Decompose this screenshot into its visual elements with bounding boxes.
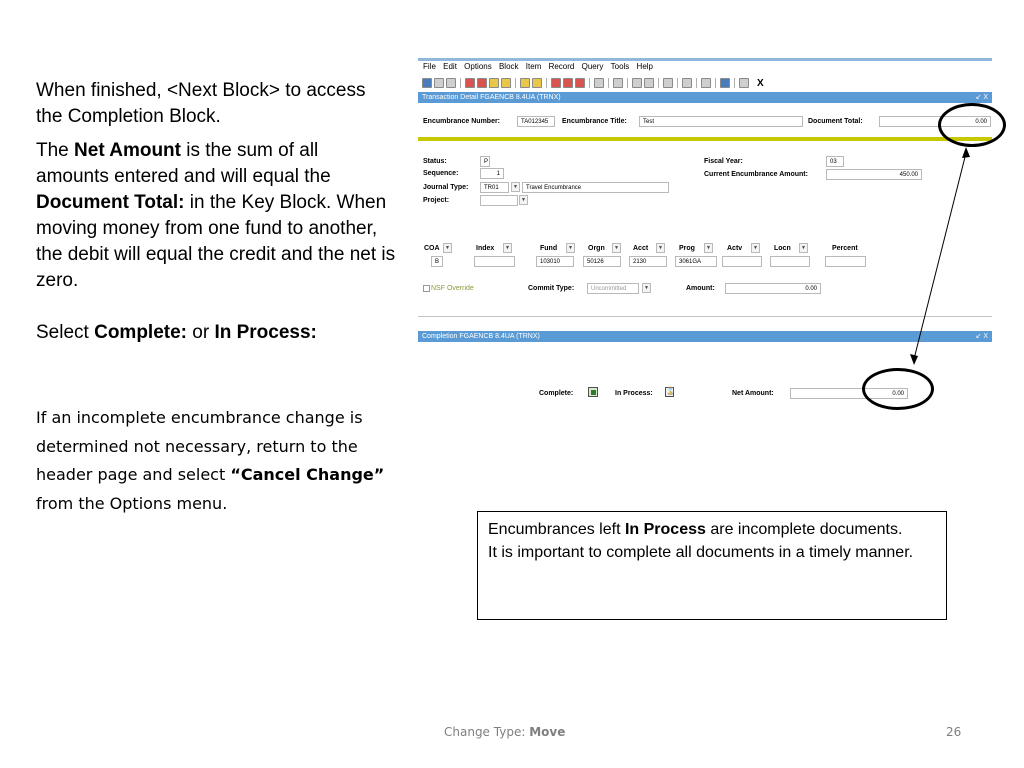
- menu-tools[interactable]: Tools: [610, 62, 630, 71]
- status-label: Status:: [423, 158, 447, 165]
- index-header: Index: [476, 245, 495, 252]
- toolbar-separator: [460, 78, 461, 88]
- encumbrance-number-label: Encumbrance Number:: [423, 118, 501, 125]
- prog-header: Prog: [679, 245, 695, 252]
- nsf-override-checkbox[interactable]: [423, 285, 430, 292]
- insert-record-icon[interactable]: [551, 78, 561, 88]
- text-segment: Select: [36, 322, 95, 343]
- window-title: Transaction Detail FGAENCB 8.4UA (TRNX): [422, 94, 561, 101]
- printer-icon[interactable]: [613, 78, 623, 88]
- project-dropdown-icon[interactable]: ▼: [519, 195, 528, 205]
- project-label: Project:: [423, 197, 450, 204]
- toolbar-separator: [608, 78, 609, 88]
- complete-icon[interactable]: [588, 387, 598, 397]
- document-total-highlight-circle: [938, 103, 1006, 147]
- journal-type-label: Journal Type:: [423, 184, 469, 191]
- coa-dropdown-icon[interactable]: ▼: [443, 243, 452, 253]
- text-segment: The: [36, 140, 75, 161]
- arrow-head-bottom: [910, 354, 918, 365]
- instruction-select: [36, 320, 396, 346]
- callout-line-1: [488, 518, 936, 541]
- coa-header: COA: [424, 245, 440, 252]
- key-block-separator: [418, 137, 992, 141]
- menu-file[interactable]: File: [423, 62, 436, 71]
- print-icon[interactable]: [446, 78, 456, 88]
- previous-record-icon[interactable]: [489, 78, 499, 88]
- orgn-field[interactable]: 50126: [583, 256, 621, 267]
- toolbar-separator: [677, 78, 678, 88]
- text-segment: If an incomplete encumbrance change is determined not necessary, return to the header page and select: [36, 408, 363, 484]
- hourglass-icon[interactable]: ⌛: [666, 388, 675, 395]
- amount-field[interactable]: 0.00: [725, 283, 821, 294]
- toolbar-separator: [734, 78, 735, 88]
- menu-record[interactable]: Record: [548, 62, 575, 71]
- toolbar-separator: [627, 78, 628, 88]
- journal-type-field[interactable]: TR01: [480, 182, 509, 193]
- window-controls[interactable]: ↙ X: [975, 333, 988, 340]
- text-segment: Encumbrances left: [488, 521, 625, 538]
- sequence-label: Sequence:: [423, 170, 459, 177]
- prog-dropdown-icon[interactable]: ▼: [704, 243, 713, 253]
- save-icon[interactable]: [422, 78, 432, 88]
- arrow-line: [914, 153, 966, 359]
- acct-header: Acct: [633, 245, 649, 252]
- window-title: Completion FGAENCB 8.4UA (TRNX): [422, 333, 540, 340]
- search-icon[interactable]: [594, 78, 604, 88]
- locn-field[interactable]: [770, 256, 810, 267]
- actv-header: Actv: [727, 245, 743, 252]
- navigate-icon[interactable]: [682, 78, 692, 88]
- toolbar-separator: [715, 78, 716, 88]
- toolbar-separator: [546, 78, 547, 88]
- options-icon[interactable]: [663, 78, 673, 88]
- instruction-next-block: When finished, <Next Block> to access the Completion Block.: [36, 80, 366, 127]
- text-bold-net-amount: Net Amount: [74, 140, 181, 161]
- index-field[interactable]: [474, 256, 515, 267]
- orgn-dropdown-icon[interactable]: ▼: [612, 243, 621, 253]
- net-amount-label: Net Amount:: [732, 390, 774, 397]
- text-segment: or: [187, 322, 215, 343]
- sequence-field[interactable]: 1: [480, 168, 504, 179]
- clear-record-icon[interactable]: [575, 78, 585, 88]
- view-icon[interactable]: [632, 78, 642, 88]
- callout-line-2: It is important to complete all documents in a timely manner.: [488, 544, 914, 561]
- workflow-icon[interactable]: [701, 78, 711, 88]
- index-dropdown-icon[interactable]: ▼: [503, 243, 512, 253]
- menu-options[interactable]: Options: [464, 62, 492, 71]
- transaction-detail-titlebar: [418, 92, 992, 103]
- text-segment: are incomplete documents.: [705, 521, 903, 538]
- commit-type-field[interactable]: Uncommitted: [587, 283, 639, 294]
- encumbrance-title-field[interactable]: Test: [639, 116, 803, 127]
- cancel-change-note: [36, 404, 396, 518]
- text-bold-in-process: In Process:: [214, 322, 317, 343]
- fund-header: Fund: [540, 245, 558, 252]
- journal-type-dropdown-icon[interactable]: ▼: [511, 182, 520, 192]
- text-bold-complete: Complete:: [94, 322, 187, 343]
- window-controls[interactable]: ↙ X: [975, 94, 988, 101]
- next-record-icon[interactable]: [501, 78, 511, 88]
- document-total-field[interactable]: 0.00: [879, 116, 991, 127]
- actv-field[interactable]: [722, 256, 762, 267]
- coa-field[interactable]: B: [431, 256, 443, 267]
- text-segment: is the sum of all amounts entered and will equal the: [36, 140, 331, 187]
- percent-header: Percent: [832, 245, 858, 252]
- project-field[interactable]: [480, 195, 518, 206]
- connector-arrow: [900, 145, 980, 367]
- menu-bar: [418, 62, 992, 76]
- net-amount-highlight-circle: [862, 368, 934, 410]
- text-segment: in the Key Block. When moving money from one fund to another, the debit will equal the credit and the net is zero.: [36, 192, 396, 291]
- in-process-label: In Process:: [615, 390, 653, 397]
- toolbar-separator: [696, 78, 697, 88]
- callout-box: [477, 511, 947, 620]
- exit-icon[interactable]: X: [757, 77, 764, 89]
- orgn-header: Orgn: [588, 245, 605, 252]
- toolbar-separator: [658, 78, 659, 88]
- text-bold-in-process: In Process: [624, 521, 706, 538]
- fiscal-year-label: Fiscal Year:: [704, 158, 743, 165]
- commit-type-label: Commit Type:: [528, 285, 575, 292]
- amount-label: Amount:: [686, 285, 715, 292]
- commit-type-dropdown-icon[interactable]: ▼: [642, 283, 651, 293]
- execute-query-icon[interactable]: [532, 78, 542, 88]
- nsf-override-label: NSF Override: [431, 285, 474, 292]
- menu-item[interactable]: Item: [525, 62, 542, 71]
- toolbar: [418, 76, 996, 90]
- locn-header: Locn: [774, 245, 791, 252]
- locn-dropdown-icon[interactable]: ▼: [799, 243, 808, 253]
- menu-block[interactable]: Block: [498, 62, 519, 71]
- text-bold-cancel-change: “Cancel Change”: [230, 465, 385, 484]
- fund-field[interactable]: 103010: [536, 256, 574, 267]
- remove-record-icon[interactable]: [563, 78, 573, 88]
- encumbrance-title-label: Encumbrance Title:: [562, 118, 627, 125]
- next-block-icon[interactable]: [477, 78, 487, 88]
- actv-dropdown-icon[interactable]: ▼: [751, 243, 760, 253]
- journal-type-description: Travel Encumbrance: [522, 182, 669, 193]
- encumbrance-number-field[interactable]: TA012345: [517, 116, 555, 127]
- rollback-icon[interactable]: [434, 78, 444, 88]
- acct-dropdown-icon[interactable]: ▼: [656, 243, 665, 253]
- instruction-net-amount: [36, 138, 396, 294]
- previous-block-icon[interactable]: [465, 78, 475, 88]
- current-encumbrance-amount-field[interactable]: 450.00: [826, 169, 922, 180]
- arrow-head-top: [962, 147, 970, 158]
- menu-query[interactable]: Query: [581, 62, 604, 71]
- current-encumbrance-amount-label: Current Encumbrance Amount:: [704, 171, 808, 178]
- toolbar-separator: [515, 78, 516, 88]
- fiscal-year-field[interactable]: 03: [826, 156, 844, 167]
- text-bold-document-total: Document Total:: [36, 192, 185, 213]
- info-icon[interactable]: [739, 78, 749, 88]
- menu-edit[interactable]: Edit: [443, 62, 457, 71]
- footer-label: Change Type:: [444, 725, 530, 739]
- net-amount-field[interactable]: 0.00: [790, 388, 908, 399]
- footer-change-type: [444, 725, 565, 739]
- percent-field[interactable]: [825, 256, 866, 267]
- window-top-border: [418, 58, 992, 61]
- document-total-label: Document Total:: [808, 118, 863, 125]
- footer-value: Move: [529, 725, 566, 739]
- attach-icon[interactable]: [644, 78, 654, 88]
- page-number: 26: [946, 725, 962, 739]
- acct-field[interactable]: 2130: [629, 256, 667, 267]
- menu-help[interactable]: Help: [636, 62, 653, 71]
- toolbar-separator: [589, 78, 590, 88]
- slide-instructions: [36, 78, 396, 350]
- enter-query-icon[interactable]: [520, 78, 530, 88]
- prog-field[interactable]: 3061GA: [675, 256, 717, 267]
- fund-dropdown-icon[interactable]: ▼: [566, 243, 575, 253]
- help-icon[interactable]: [720, 78, 730, 88]
- status-field[interactable]: P: [480, 156, 490, 167]
- complete-label: Complete:: [539, 390, 574, 397]
- text-segment: from the Options menu.: [36, 493, 228, 513]
